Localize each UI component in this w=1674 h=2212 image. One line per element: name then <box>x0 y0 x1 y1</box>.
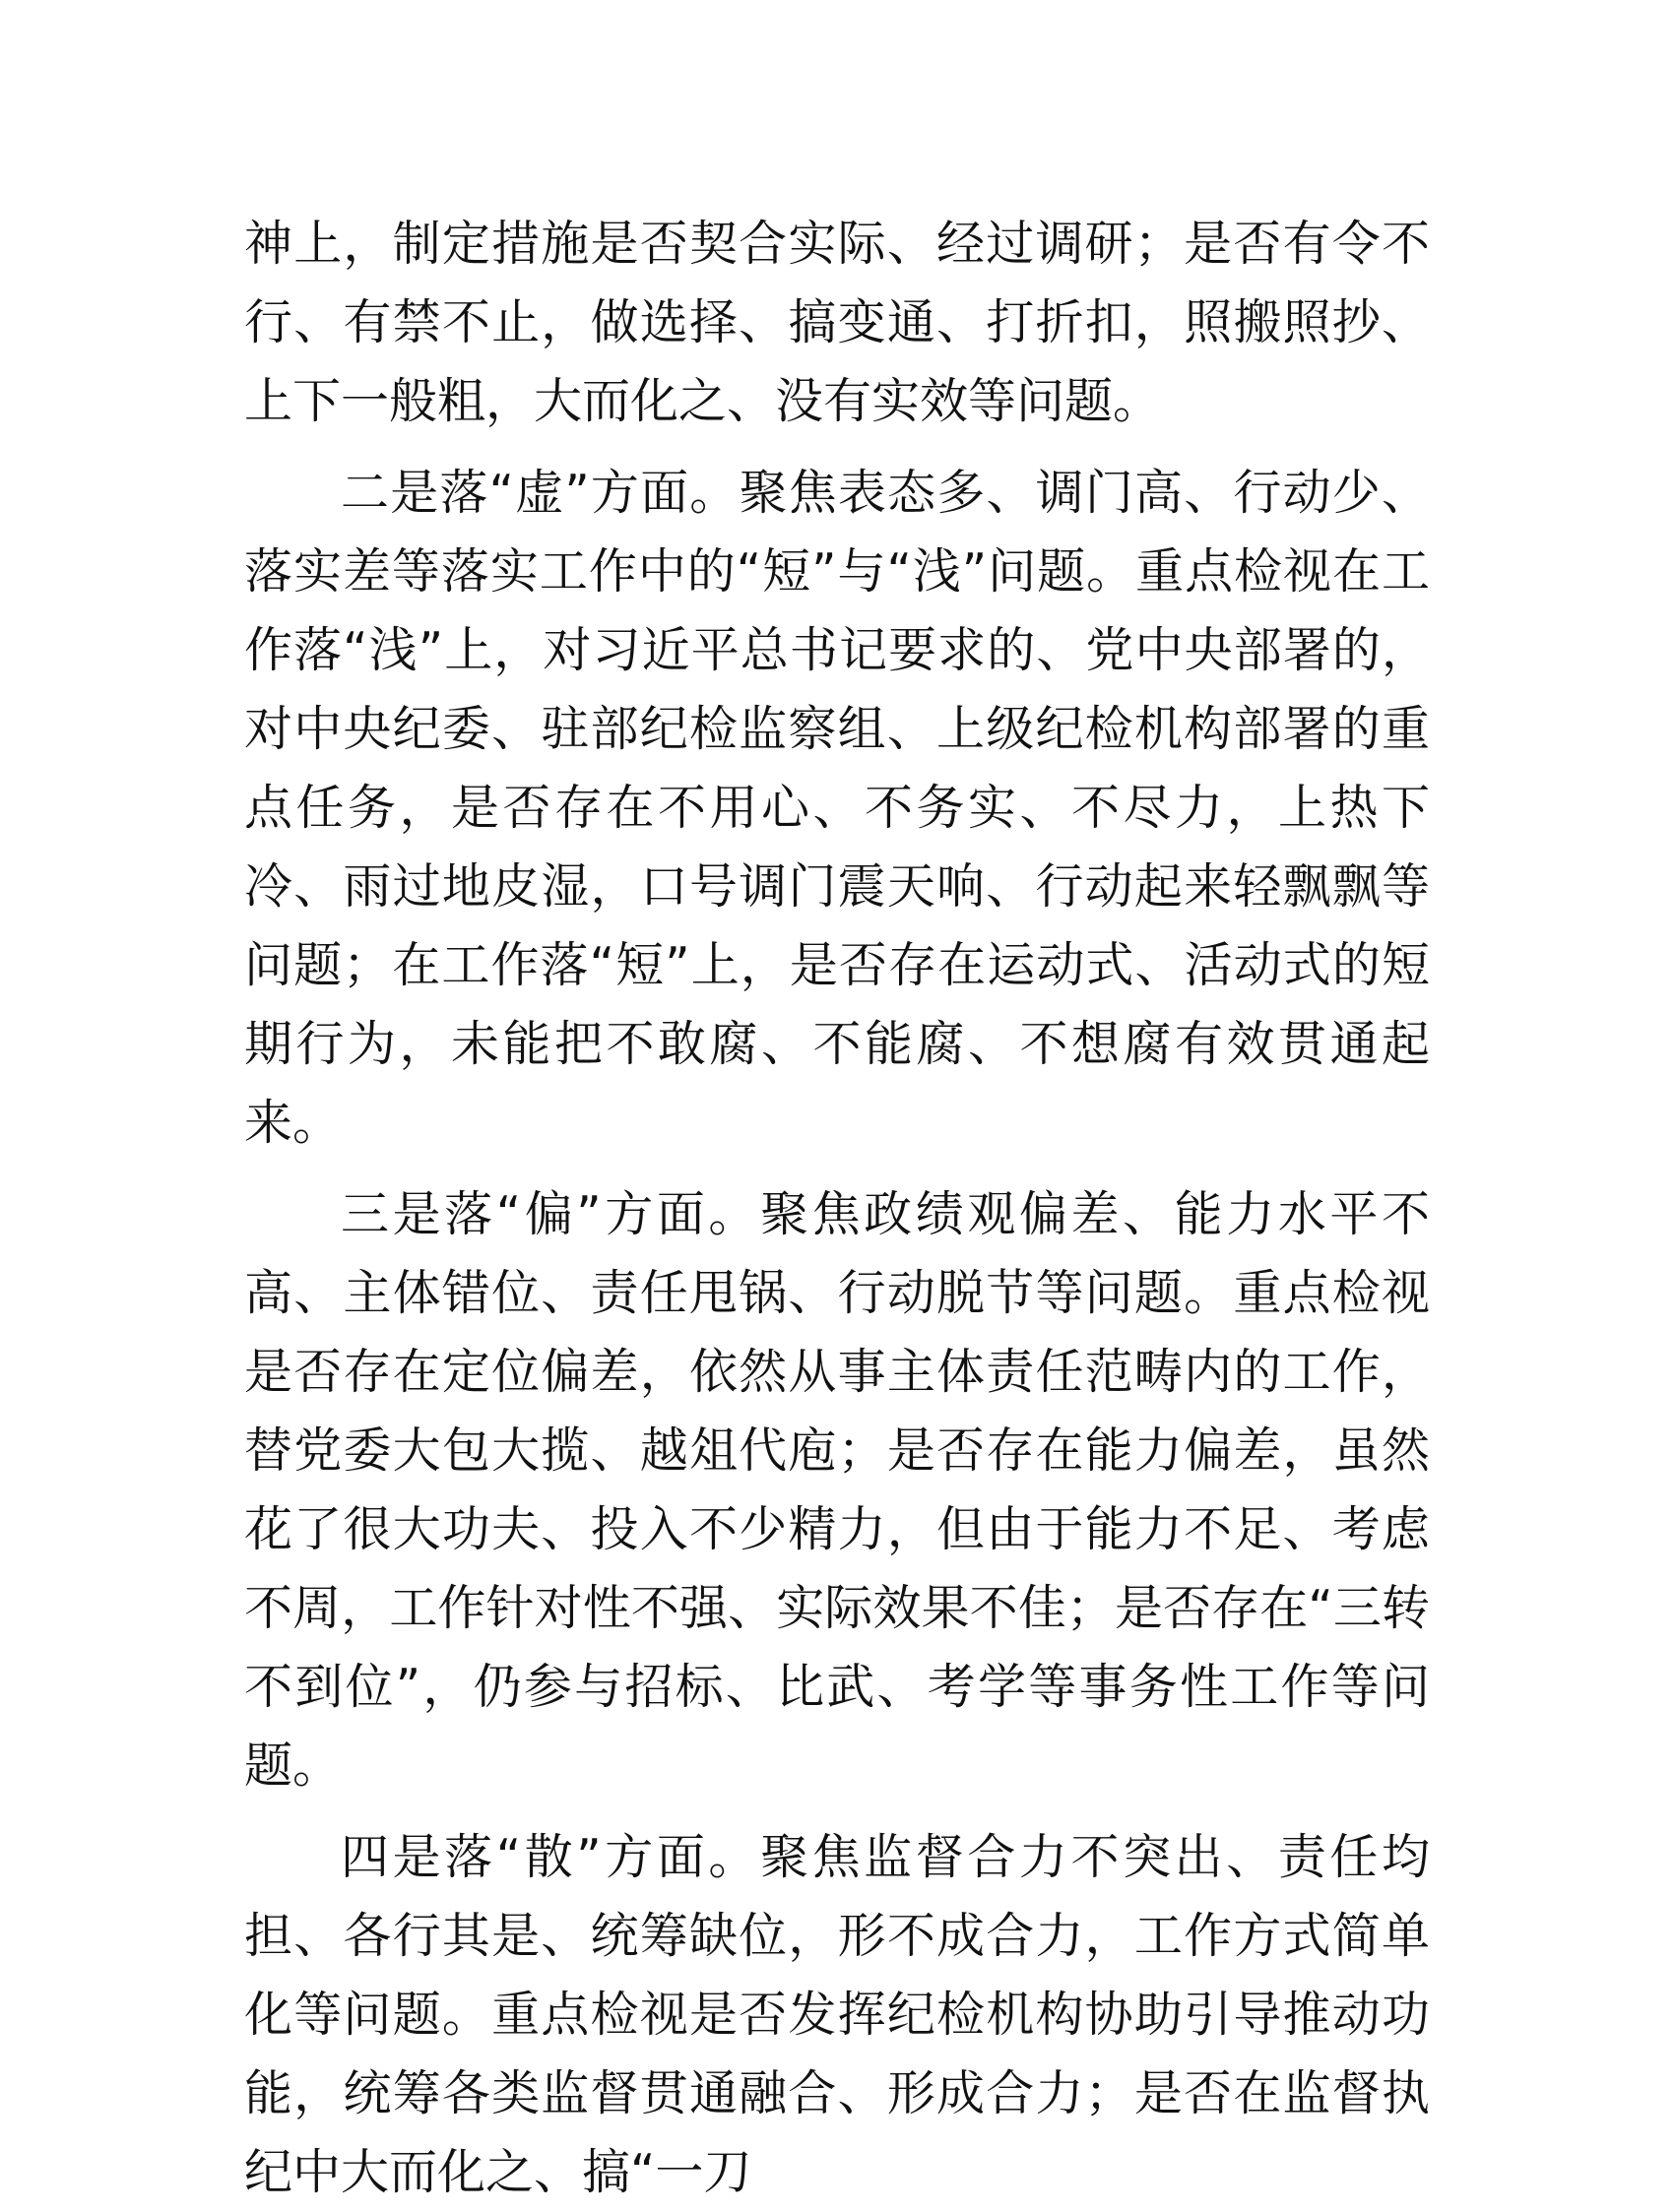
paragraph-xu: 二是落“虚”方面。聚焦表态多、调门高、行动少、落实差等落实工作中的“短”与“浅”问题。重点检视在工作落“浅”上，对习近平总书记要求的、党中央部署的，对中央纪委、驻部纪检监察组、上级纪检机构部署的重点任务，是否存在不用心、不务实、不尽力，上热下冷、雨过地皮湿，口号调门震天响、行动起来轻飘飘等问题；在工作落“短”上，是否存在运动式、活动式的短期行为，未能把不敢腐、不能腐、不想腐有效贯通起来。 <box>244 465 1430 1151</box>
paragraph-pian: 三是落“偏”方面。聚焦政绩观偏差、能力水平不高、主体错位、责任甩锅、行动脱节等问题。重点检视是否存在定位偏差，依然从事主体责任范畴内的工作，替党委大包大揽、越俎代庖；是否存在能力偏差，虽然花了很大功夫、投入不少精力，但由于能力不足、考虑不周，工作针对性不强、实际效果不佳；是否存在“三转不到位”，仍参与招标、比武、考学等事务性工作等问题。 <box>244 1186 1430 1794</box>
body-text <box>244 205 1430 2212</box>
paragraph-san: 四是落“散”方面。聚焦监督合力不突出、责任均担、各行其是、统筹缺位，形不成合力，工作方式简单化等问题。重点检视是否发挥纪检机构协助引导推动功能，统筹各类监督贯通融合、形成合力；是否在监督执纪中大而化之、搞“一刀 <box>244 1829 1430 2200</box>
paragraph-continuation: 神上，制定措施是否契合实际、经过调研；是否有令不行、有禁不止，做选择、搞变通、打折扣，照搬照抄、上下一般粗，大而化之、没有实效等问题。 <box>244 216 1430 429</box>
